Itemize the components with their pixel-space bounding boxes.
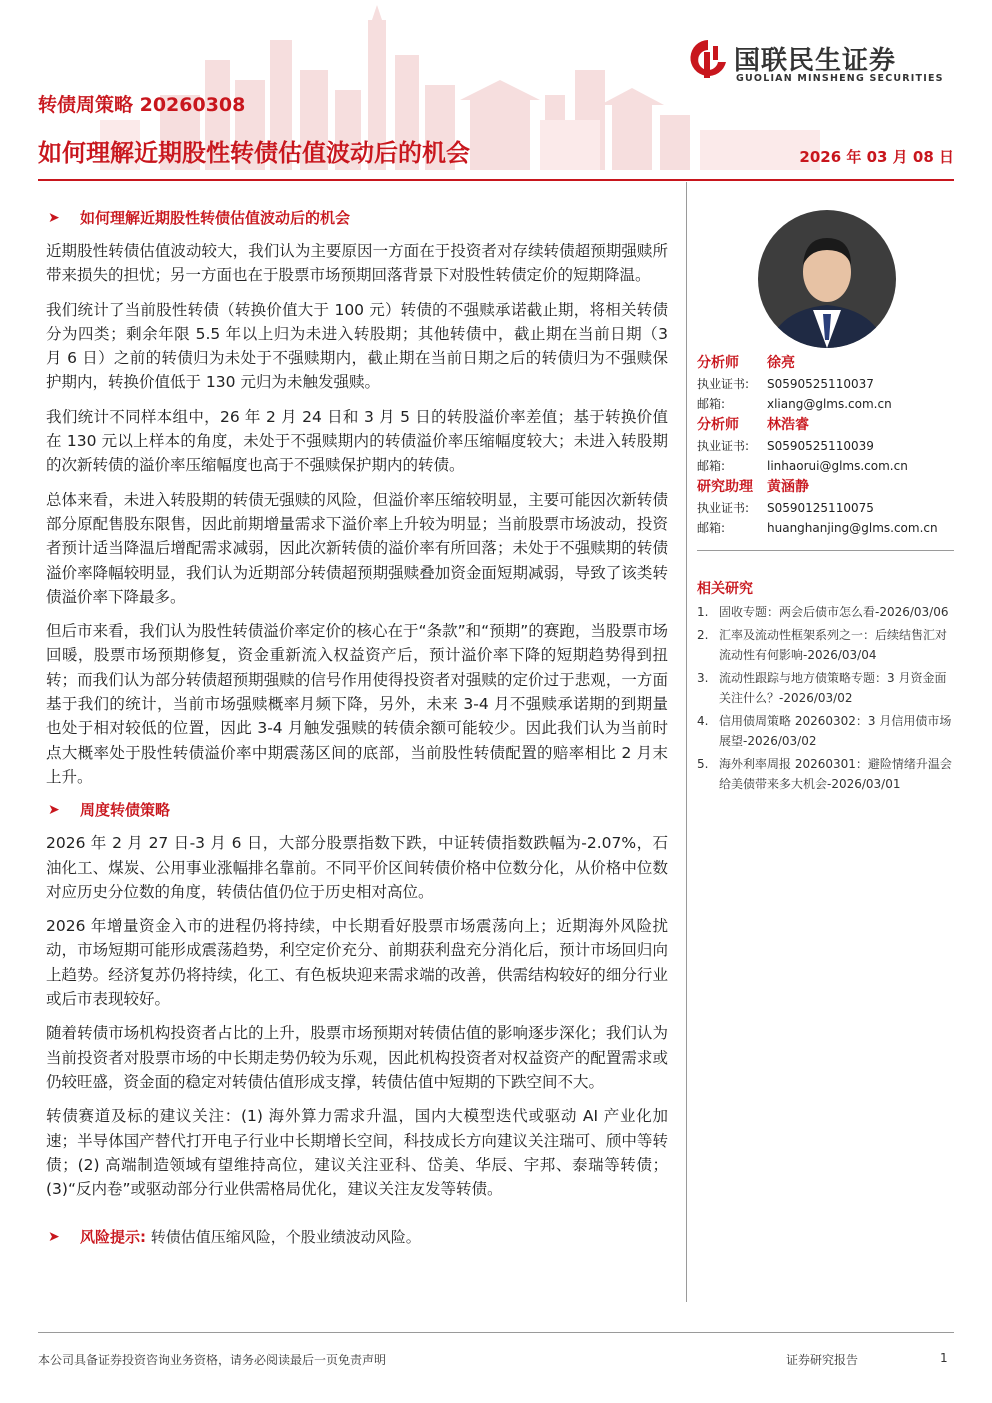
analyst-role-row: 研究助理 黄涵静	[697, 476, 954, 498]
page-number: 1	[940, 1351, 948, 1365]
logo-name-en: GUOLIAN MINSHENG SECURITIES	[736, 73, 944, 84]
related-research-list	[697, 602, 954, 797]
list-item[interactable]: 1. 固收专题：两会后债市怎么看-2026/03/06	[697, 605, 949, 619]
analyst-info	[697, 352, 954, 538]
analyst-email[interactable]: huanghanjing@glms.com.cn	[767, 521, 938, 535]
list-item[interactable]: 2. 汇率及流动性框架系列之一：后续结售汇对流动性有何影响-2026/03/04	[697, 628, 948, 662]
paragraph: 2026 年增量资金入市的进程仍将持续，中长期看好股票市场震荡向上；近期海外风险扰动，市场短期可能形成震荡趋势，利空定价充分、前期获利盘充分消化后，预计市场回归向上趋势。经济复苏仍将持续，化工、有色板块迎来需求端的改善，供需结构较好的细分行业或后市表现较好。	[46, 917, 668, 1009]
footer-divider	[38, 1332, 954, 1333]
analyst-cert-row: 执业证书: S0590525110039	[697, 439, 874, 453]
paragraph: 我们统计不同样本组中，26 年 2 月 24 日和 3 月 5 日的转股溢价率差值；基于转换价值在 130 元以上样本的角度，未处于不强赎期内的转债溢价率压缩幅度较大；未进入转股期的次新转债的溢价率压缩幅度也高于不强赎保护期内的转债。	[46, 407, 668, 475]
footer-disclaimer: 本公司具备证券投资咨询业务资格，请务必阅读最后一页免责声明	[38, 1353, 387, 1367]
paragraph: 随着转债市场机构投资者占比的上升，股票市场预期对转债估值的影响逐步深化；我们认为当前投资者对股票市场的中长期走势仍较为乐观，因此机构投资者对权益资产的配置需求或仍较旺盛，资金面的稳定对转债估值形成支撑，转债估值中短期的下跌空间不大。	[46, 1024, 668, 1091]
risk-label: 风险提示:	[80, 1228, 146, 1247]
paragraph: 但后市来看，我们认为股性转债溢价率定价的核心在于“条款”和“预期”的赛跑，当股票市场回暖，股票市场预期修复，资金重新流入权益资产后，预计溢价率下降的短期趋势得到扭转；而我们认为部分转债超预期强赎的信号作用使得投资者对强赎的定价过于悲观，一方面基于我们的统计，当前市场强赎概率月频下降，另外，未来 3-4 月不强赎承诺期的到期量也处于相对较低的位置，因此 3-4 月触发强赎的转债余额可能较少。因此我们认为当前时点大概率处于股性转债溢价率中期震荡区间的底部，当前股性转债配置的赔率相比 2 月末上升。	[46, 622, 668, 786]
column-divider	[686, 182, 687, 1302]
series-title: 转债周策略 20260308	[38, 94, 246, 116]
risk-warning	[38, 1225, 668, 1249]
list-item[interactable]: 3. 流动性跟踪与地方债策略专题：3 月资金面关注什么？-2026/03/02	[697, 671, 947, 705]
list-item[interactable]: 4. 信用债周策略 20260302：3 月信用债市场展望-2026/03/02	[697, 714, 952, 748]
paragraph: 近期股性转债估值波动较大，我们认为主要原因一方面在于投资者对存续转债超预期强赎所带来损失的担忧；另一方面也在于股票市场预期回落背景下对股性转债定价的短期降温。	[46, 242, 668, 285]
paragraph: 转债赛道及标的建议关注：(1) 海外算力需求升温，国内大模型迭代或驱动 AI 产业化加速；半导体国产替代打开电子行业中长期增长空间，科技成长方向建议关注瑞可、颀中等转债；(2) 高端制造领域有望维持高位，建议关注亚科、岱美、华辰、宇邦、泰瑞等转债；(3)“反内卷”或驱动部分行业供需格局优化，建议关注友发等转债。	[46, 1107, 668, 1199]
paragraph: 总体来看，未进入转股期的转债无强赎的风险，但溢价率压缩较明显，主要可能因次新转债部分原配售股东限售，因此前期增量需求下溢价率上升较为明显；当前股票市场波动，投资者预计适当降温后增配需求减弱，因此次新转债的溢价率有所回落；未处于不强赎期的转债溢价率降幅较明显，我们认为近期部分转债超预期强赎叠加资金面短期减弱，导致了该类转债溢价率下降最多。	[46, 490, 668, 606]
analyst-email[interactable]: linhaorui@glms.com.cn	[767, 459, 908, 473]
footer-report-type: 证券研究报告	[786, 1353, 859, 1367]
logo-name-cn: 国联民生证券	[734, 46, 897, 76]
arrow-bullet-icon: ➤	[48, 802, 60, 819]
analyst-cert-row: 执业证书: S0590525110037	[697, 377, 874, 391]
main-content	[38, 207, 668, 1249]
paragraph: 我们统计了当前股性转债（转换价值大于 100 元）转债的不强赎承诺截止期，将相关转债分为四类；剩余年限 5.5 年以上归为未进入转股期；其他转债中，截止期在当前日期（3 月 6 日）之前的转债归为未处于不强赎期内，截止期在当前日期之后的转债归为不强赎保护期内，转换价值低于 130 元归为未触发强赎。	[46, 300, 668, 392]
header-divider	[38, 179, 954, 181]
list-item[interactable]: 5. 海外利率周报 20260301：避险情绪升温会给美债带来多大机会-2026/03/01	[697, 757, 952, 791]
section-heading: ➤ 周度转债策略	[48, 801, 171, 820]
analyst-photo	[758, 210, 896, 348]
page-title: 如何理解近期股性转债估值波动后的机会	[38, 139, 470, 167]
analyst-role-row: 分析师 林浩睿	[697, 414, 954, 436]
analyst-email[interactable]: xliang@glms.com.cn	[767, 397, 892, 411]
section-heading: ➤ 如何理解近期股性转债估值波动后的机会	[48, 209, 351, 227]
analyst-name: 林浩睿	[767, 417, 809, 433]
divider	[697, 550, 954, 551]
risk-text: 转债估值压缩风险，个股业绩波动风险。	[150, 1228, 421, 1247]
related-research-title: 相关研究	[697, 581, 753, 597]
company-logo	[688, 38, 958, 88]
analyst-name: 黄涵静	[767, 479, 809, 495]
analyst-email-row: 邮箱: xliang@glms.com.cn	[697, 394, 954, 414]
arrow-bullet-icon: ➤	[48, 210, 60, 226]
analyst-email-row: 邮箱: huanghanjing@glms.com.cn	[697, 518, 954, 538]
analyst-email-row: 邮箱: linhaorui@glms.com.cn	[697, 456, 954, 476]
report-date: 2026 年 03 月 08 日	[799, 148, 954, 166]
analyst-name: 徐亮	[767, 355, 795, 371]
analyst-cert-row: 执业证书: S0590125110075	[697, 501, 874, 515]
arrow-bullet-icon: ➤	[48, 1229, 60, 1246]
paragraph: 2026 年 2 月 27 日-3 月 6 日，大部分股票指数下跌，中证转债指数跌幅为-2.07%，石油化工、煤炭、公用事业涨幅排名靠前。不同平价区间转债价格中位数分化，从价格中位数对应历史分位数的角度，转债估值仍位于历史相对高位。	[46, 834, 668, 901]
logo-mark-icon	[688, 38, 728, 82]
avatar	[758, 210, 896, 348]
analyst-role-row: 分析师 徐亮	[697, 352, 954, 374]
